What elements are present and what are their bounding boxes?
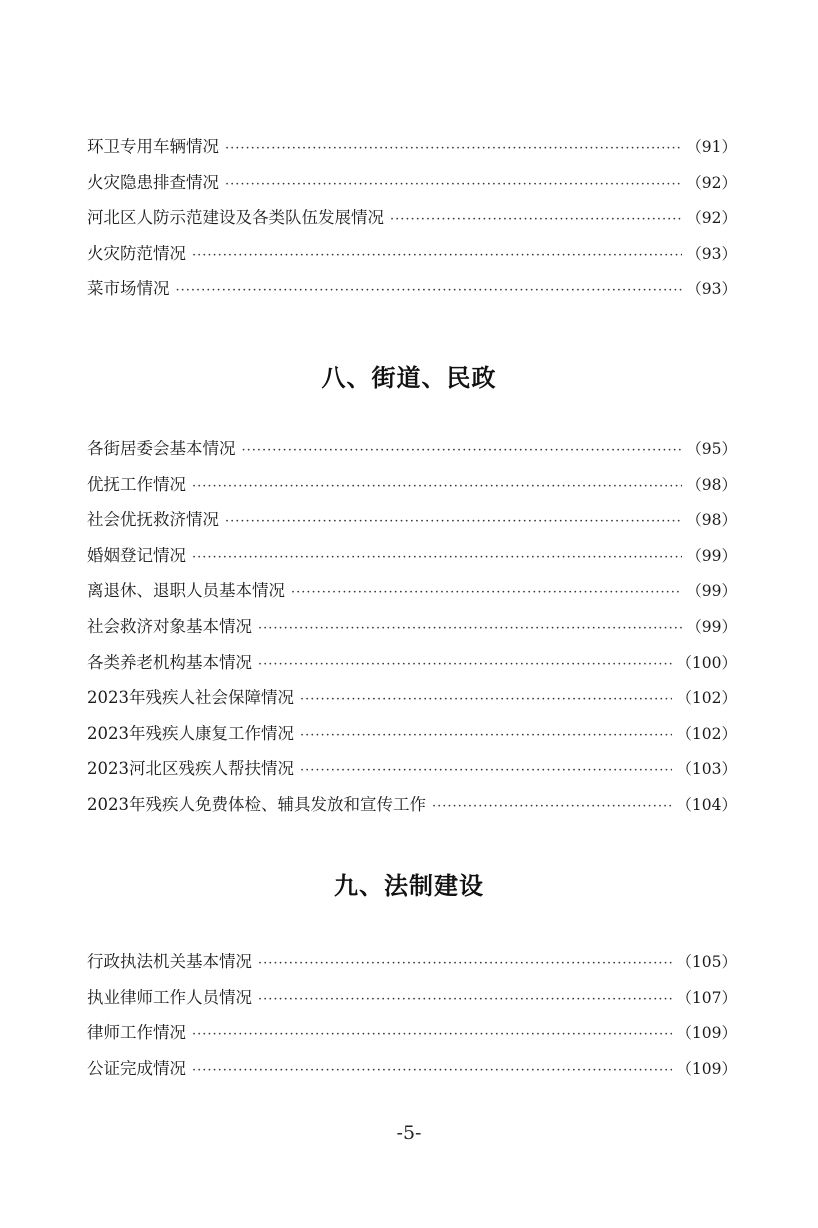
toc-entry-title: 公证完成情况 xyxy=(87,1058,186,1078)
dot-leader xyxy=(432,789,672,825)
toc-entry xyxy=(87,1015,737,1051)
toc-entry xyxy=(87,271,737,307)
section-heading: 八、街道、民政 xyxy=(321,364,497,392)
toc-list-urban xyxy=(87,129,737,307)
toc-entry-title: 2023年残疾人社会保障情况 xyxy=(87,688,294,708)
toc-entry xyxy=(87,431,737,467)
toc-entry-page: （98） xyxy=(686,475,737,494)
dot-leader xyxy=(291,575,682,611)
toc-entry-title: 各街居委会基本情况 xyxy=(87,439,236,458)
page-number: -5- xyxy=(396,1122,422,1144)
toc-entry-page: （102） xyxy=(676,689,737,708)
dot-leader xyxy=(192,1053,672,1089)
toc-entry-title: 环卫专用车辆情况 xyxy=(87,137,219,156)
dot-leader xyxy=(300,753,672,789)
toc-entry-page: （100） xyxy=(676,653,737,672)
dot-leader xyxy=(192,540,682,576)
toc-entry-title: 各类养老机构基本情况 xyxy=(87,652,252,672)
dot-leader xyxy=(225,167,682,203)
toc-entry xyxy=(87,716,737,752)
toc-entry-page: （93） xyxy=(686,280,737,299)
toc-entry xyxy=(87,200,737,236)
toc-entry-title: 离退休、退职人员基本情况 xyxy=(87,581,285,601)
toc-entry-title: 火灾防范情况 xyxy=(87,243,186,263)
toc-entry-page: （99） xyxy=(686,617,737,636)
toc-entry-page: （105） xyxy=(676,953,737,971)
toc-entry-title: 社会救济对象基本情况 xyxy=(87,616,252,636)
dot-leader xyxy=(192,238,682,274)
toc-entry-page: （103） xyxy=(676,760,737,779)
toc-entry xyxy=(87,787,737,823)
toc-entry-title: 2023河北区残疾人帮扶情况 xyxy=(87,759,294,779)
toc-entry-page: （102） xyxy=(676,724,737,743)
dot-leader xyxy=(258,946,672,982)
toc-entry xyxy=(87,645,737,681)
dot-leader xyxy=(258,982,672,1018)
dot-leader xyxy=(300,682,672,718)
dot-leader xyxy=(258,647,672,683)
toc-entry-page: （99） xyxy=(686,546,737,565)
toc-entry-page: （109） xyxy=(676,1024,737,1043)
toc-entry xyxy=(87,538,737,574)
toc-entry-page: （92） xyxy=(686,173,737,192)
toc-entry xyxy=(87,502,737,538)
toc-entry-title: 河北区人防示范建设及各类队伍发展情况 xyxy=(87,208,384,228)
dot-leader xyxy=(242,433,683,469)
toc-entry xyxy=(87,467,737,503)
toc-entry-title: 2023年残疾人康复工作情况 xyxy=(87,723,294,743)
dot-leader xyxy=(390,202,682,238)
toc-entry-title: 2023年残疾人免费体检、辅具发放和宣传工作 xyxy=(87,794,426,814)
toc-entry-title: 菜市场情况 xyxy=(87,279,170,299)
toc-entry xyxy=(87,609,737,645)
dot-leader xyxy=(258,611,682,647)
dot-leader xyxy=(300,718,672,754)
toc-entry xyxy=(87,980,737,1016)
toc-entry-title: 火灾隐患排查情况 xyxy=(87,172,219,192)
toc-entry-page: （109） xyxy=(676,1059,737,1078)
toc-entry xyxy=(87,165,737,201)
dot-leader xyxy=(192,469,682,505)
toc-entry-page: （92） xyxy=(686,209,737,228)
toc-entry-title: 律师工作情况 xyxy=(87,1023,186,1043)
toc-entry-title: 婚姻登记情况 xyxy=(87,545,186,565)
section-heading: 九、法制建设 xyxy=(334,872,484,900)
toc-entry-page: （93） xyxy=(686,244,737,263)
toc-entry-page: （99） xyxy=(686,582,737,601)
toc-entry-page: （95） xyxy=(686,440,737,458)
toc-entry-page: （91） xyxy=(686,138,737,156)
toc-entry xyxy=(87,944,737,980)
toc-entry-page: （98） xyxy=(686,511,737,530)
toc-entry-title: 行政执法机关基本情况 xyxy=(87,952,252,971)
toc-entry-title: 优抚工作情况 xyxy=(87,474,186,494)
toc-entry xyxy=(87,1051,737,1087)
toc-list-legal xyxy=(87,944,737,1086)
dot-leader xyxy=(192,1017,672,1053)
toc-entry xyxy=(87,573,737,609)
dot-leader xyxy=(176,273,683,309)
toc-entry xyxy=(87,680,737,716)
toc-entry-title: 社会优抚救济情况 xyxy=(87,510,219,530)
toc-entry xyxy=(87,129,737,165)
toc-entry xyxy=(87,236,737,272)
dot-leader xyxy=(225,504,682,540)
toc-entry-page: （104） xyxy=(676,795,737,814)
toc-list-streets-civil xyxy=(87,431,737,823)
dot-leader xyxy=(225,131,682,167)
toc-entry-title: 执业律师工作人员情况 xyxy=(87,987,252,1007)
toc-entry xyxy=(87,751,737,787)
toc-entry-page: （107） xyxy=(676,988,737,1007)
